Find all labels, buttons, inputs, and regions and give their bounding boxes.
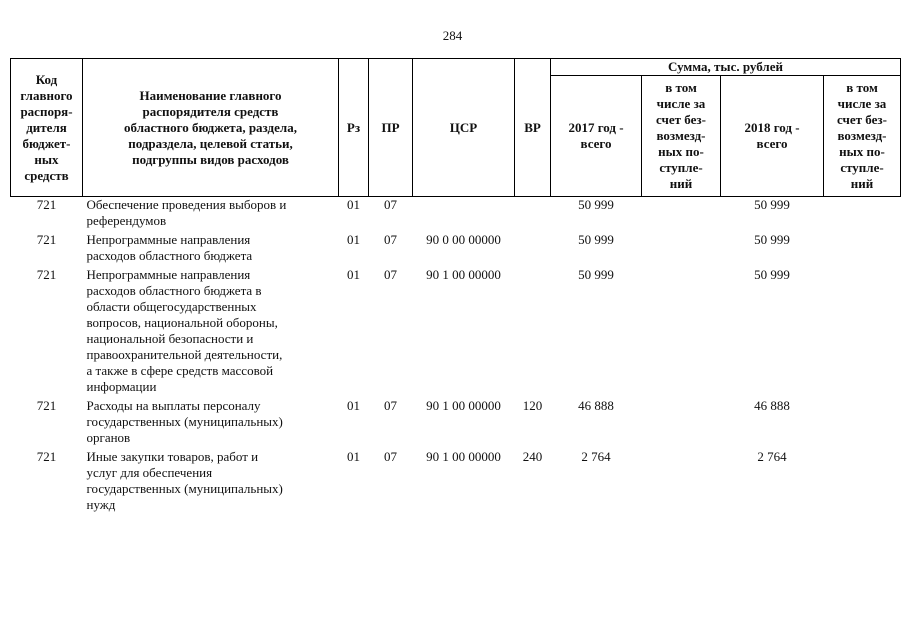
budget-table [10, 58, 901, 516]
header-2018-total: 2018 год - всего [721, 76, 824, 197]
cell-2017-incl [642, 197, 721, 233]
cell-pr: 07 [384, 398, 397, 413]
budget-table-container [10, 58, 901, 516]
cell-name: Непрограммные направления расходов областного бюджета в области общегосударственных вопросов, национальной обороны, национальной безопасности и правоохранительной деятельности, а также в сфере средств массовой информации [86, 267, 283, 394]
header-rz: Рз [339, 59, 369, 197]
cell-name: Обеспечение проведения выборов и референдумов [86, 197, 287, 228]
table-row [11, 267, 901, 398]
header-name: Наименование главного распорядителя средств областного бюджета, раздела, подраздела, целевой статьи, подгруппы видов расходов [83, 59, 339, 197]
cell-rz: 01 [347, 398, 360, 413]
cell-rz: 01 [347, 232, 360, 247]
header-pr: ПР [369, 59, 413, 197]
cell-2018-incl [824, 197, 901, 233]
table-row [11, 398, 901, 449]
cell-name: Расходы на выплаты персоналу государственных (муниципальных) органов [86, 398, 283, 445]
cell-2018-incl [824, 232, 901, 267]
header-vr: ВР [515, 59, 551, 197]
header-code: Код главного распоря- дителя бюджет- ных средств [11, 59, 83, 197]
cell-2017-total: 50 999 [578, 197, 614, 212]
cell-2018-incl [824, 267, 901, 398]
cell-code: 721 [36, 232, 57, 247]
header-sum: Сумма, тыс. рублей [551, 59, 901, 76]
cell-pr: 07 [384, 232, 397, 247]
table-row [11, 232, 901, 267]
cell-name: Иные закупки товаров, работ и услуг для обеспечения государственных (муниципальных) нужд [86, 449, 283, 512]
header-2018-incl: в том числе за счет без- возмезд- ных по- ступле- ний [824, 76, 901, 197]
cell-2018-incl [824, 449, 901, 516]
cell-2017-incl [642, 267, 721, 398]
cell-pr: 07 [384, 449, 397, 464]
cell-2017-incl [642, 232, 721, 267]
cell-2017-total: 2 764 [581, 449, 611, 464]
cell-vr: 240 [522, 449, 543, 464]
cell-2018-total: 50 999 [754, 197, 790, 212]
cell-csr: 90 0 00 00000 [426, 232, 501, 247]
cell-2018-total: 2 764 [757, 449, 787, 464]
cell-name: Непрограммные направления расходов областного бюджета [86, 232, 253, 263]
header-csr: ЦСР [413, 59, 515, 197]
cell-2017-total: 50 999 [578, 267, 614, 282]
cell-2018-total: 50 999 [754, 267, 790, 282]
cell-rz: 01 [347, 197, 360, 212]
cell-vr [515, 267, 551, 398]
cell-2017-total: 46 888 [578, 398, 614, 413]
cell-pr: 07 [384, 267, 397, 282]
cell-2018-total: 50 999 [754, 232, 790, 247]
cell-code: 721 [36, 398, 57, 413]
cell-csr: 90 1 00 00000 [426, 398, 501, 413]
cell-rz: 01 [347, 267, 360, 282]
cell-csr: 90 1 00 00000 [426, 449, 501, 464]
cell-code: 721 [36, 449, 57, 464]
cell-2018-total: 46 888 [754, 398, 790, 413]
cell-2017-total: 50 999 [578, 232, 614, 247]
table-row [11, 197, 901, 233]
header-2017-total: 2017 год - всего [551, 76, 642, 197]
cell-pr: 07 [384, 197, 397, 212]
cell-vr [515, 232, 551, 267]
cell-code: 721 [36, 267, 57, 282]
cell-vr: 120 [522, 398, 543, 413]
cell-2018-incl [824, 398, 901, 449]
cell-vr [515, 197, 551, 233]
cell-csr: 90 1 00 00000 [426, 267, 501, 282]
cell-rz: 01 [347, 449, 360, 464]
cell-code: 721 [36, 197, 57, 212]
cell-csr [413, 197, 515, 233]
table-row [11, 449, 901, 516]
cell-2017-incl [642, 398, 721, 449]
header-2017-incl: в том числе за счет без- возмезд- ных по- ступле- ний [642, 76, 721, 197]
cell-2017-incl [642, 449, 721, 516]
page-number: 284 [442, 28, 463, 43]
